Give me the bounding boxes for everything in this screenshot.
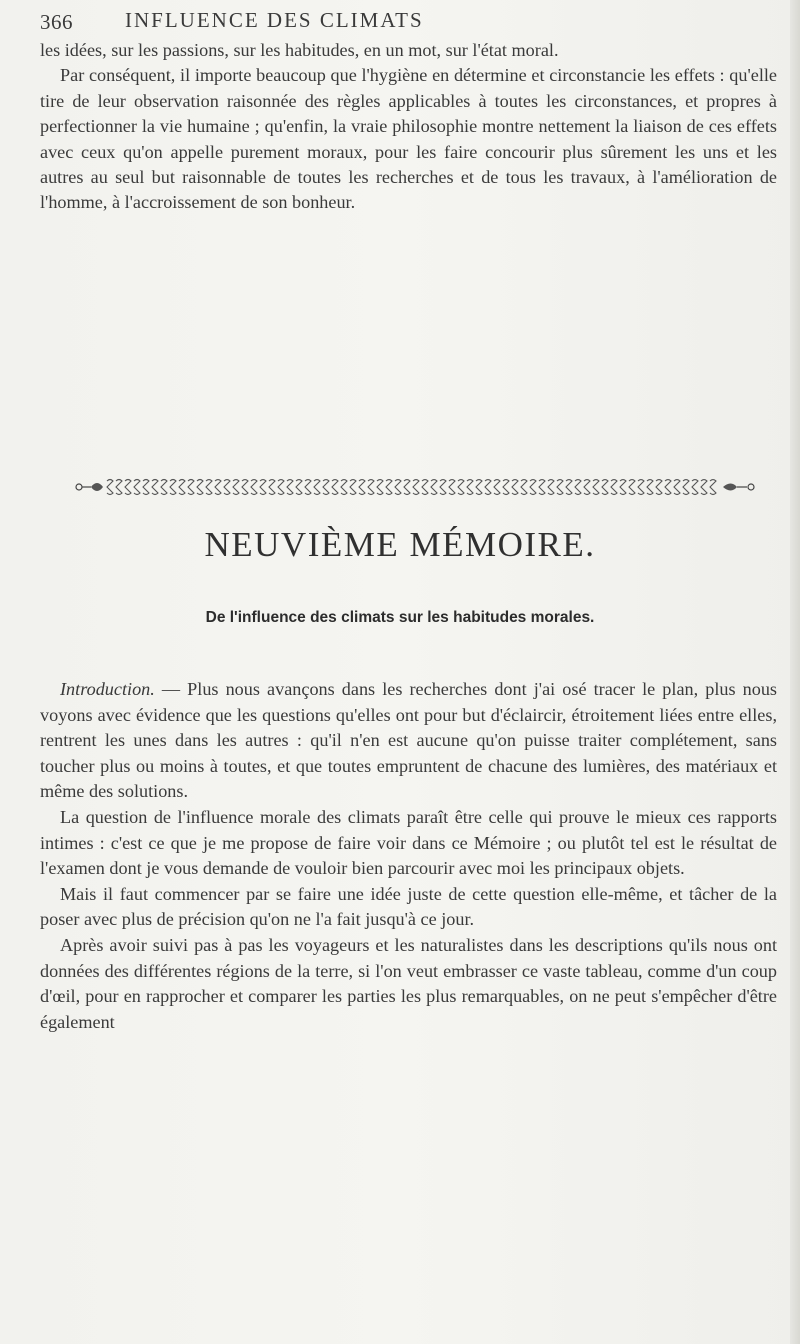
ornament-unit xyxy=(413,480,419,495)
paragraph-consequently: Par conséquent, il importe beaucoup que l'hygiène en détermine et circonstancie les effets : qu'elle tire de leur observation raisonnée des règles applicables à toutes les circonstances, et propres à perfectionner la vie humaine ; qu'enfin, la vraie philosophie montre nettement la liaison de ces effets avec ceux qu'on appelle purement moraux, pour les faire concourir plus sûrement les uns et les autres au seul but raisonnable de toutes les recherches et de tous les travaux, à l'amélioration de l'homme, à l'accroissement de son bonheur. xyxy=(40,65,777,213)
ornament-unit xyxy=(647,480,653,495)
ornament-unit xyxy=(611,480,617,495)
ornament-unit xyxy=(458,480,464,495)
introduction-label: Introduction. xyxy=(60,679,155,699)
ornament-unit xyxy=(269,480,275,495)
ornament-unit xyxy=(188,480,194,495)
page-edge xyxy=(790,0,800,1344)
ornament-unit xyxy=(377,480,383,495)
ornament-unit xyxy=(116,480,122,495)
ornament-unit xyxy=(575,480,581,495)
ornament-unit xyxy=(701,480,707,495)
ornament-unit xyxy=(224,480,230,495)
ornament-unit xyxy=(530,480,536,495)
ornament-unit xyxy=(170,480,176,495)
ornament-unit xyxy=(602,480,608,495)
ornament-unit xyxy=(683,480,689,495)
ornament-unit xyxy=(521,480,527,495)
ornament-unit xyxy=(395,480,401,495)
ornament-unit xyxy=(656,480,662,495)
ornament-unit xyxy=(422,480,428,495)
ornament-unit xyxy=(242,480,248,495)
ornament-unit xyxy=(296,480,302,495)
ornament-unit xyxy=(665,480,671,495)
ornament-rule-icon xyxy=(75,474,755,500)
chapter-subtitle: De l'influence des climats sur les habitudes morales. xyxy=(205,609,595,626)
ornament-unit xyxy=(161,480,167,495)
ornament-unit xyxy=(125,480,131,495)
ornament-unit xyxy=(260,480,266,495)
ornament-unit xyxy=(404,480,410,495)
ornament-unit xyxy=(485,480,491,495)
paragraph-introduction xyxy=(40,677,777,805)
running-head: INFLUENCE DES CLIMATS xyxy=(125,8,424,32)
ornament-unit xyxy=(197,480,203,495)
ornament-unit xyxy=(359,480,365,495)
page-number: 366 xyxy=(40,10,73,34)
ornament-unit xyxy=(350,480,356,495)
ornament-unit xyxy=(368,480,374,495)
ornament-unit xyxy=(179,480,185,495)
continued-text xyxy=(40,38,777,216)
ornament-unit xyxy=(152,480,158,495)
ornament-unit xyxy=(143,480,149,495)
ornament-unit xyxy=(206,480,212,495)
ornament-unit xyxy=(134,480,140,495)
ornament-unit xyxy=(467,480,473,495)
ornament-unit xyxy=(539,480,545,495)
ornament-unit xyxy=(557,480,563,495)
ornament-unit xyxy=(305,480,311,495)
ornament-unit xyxy=(476,480,482,495)
ornament-unit xyxy=(674,480,680,495)
ornament-unit xyxy=(332,480,338,495)
ornament-unit xyxy=(440,480,446,495)
ornament-unit xyxy=(314,480,320,495)
ornament-unit xyxy=(692,480,698,495)
paragraph-voyageurs: Après avoir suivi pas à pas les voyageurs et les naturalistes dans les descriptions qu'ils nous ont données des différentes régions de la terre, si l'on veut embrasser ce vaste tableau, comme d'un coup d'œil, pour en rapprocher et comparer les parties les plus remarquables, on ne peut s'empêcher d'être également xyxy=(40,934,777,1032)
ornament-unit xyxy=(323,480,329,495)
ornament-unit xyxy=(233,480,239,495)
ornament-unit xyxy=(593,480,599,495)
ornament-unit xyxy=(629,480,635,495)
ornament-unit xyxy=(638,480,644,495)
chapter-title: NEUVIÈME MÉMOIRE. xyxy=(204,525,596,564)
introduction-text xyxy=(40,677,777,1035)
ornament-unit xyxy=(287,480,293,495)
ornament-unit xyxy=(215,480,221,495)
ornament-unit xyxy=(341,480,347,495)
ornament-unit xyxy=(503,480,509,495)
ornament-unit xyxy=(566,480,572,495)
ornament-unit xyxy=(251,480,257,495)
ornament-unit xyxy=(494,480,500,495)
ornament-unit xyxy=(584,480,590,495)
introduction-text-rest: — Plus nous avançons dans les recherches dont j'ai osé tracer le plan, plus nous voyons avec évidence que les questions qu'elles ont pour but d'éclaircir, étroitement liées entre elles, rentrent les unes dans les autres : qu'il n'en est aucune qu'on puisse traiter complétement, sans toucher plus ou moins à toutes, et que toutes empruntent de chacune des lumières, des matériaux et même des solutions. xyxy=(40,679,777,802)
paragraph-influence: La question de l'influence morale des climats paraît être celle qui prouve le mieux ces rapports intimes : c'est ce que je me propose de faire voir dans ce Mémoire ; ou plutôt tel est le résultat de l'examen dont je vous demande de vouloir bien parcourir avec moi les principaux objets. xyxy=(40,806,777,879)
paragraph-commencer: Mais il faut commencer par se faire une idée juste de cette question elle-même, et tâcher de la poser avec plus de précision qu'on ne l'a fait jusqu'à ce jour. xyxy=(40,883,777,930)
ornament-unit xyxy=(449,480,455,495)
ornament-unit xyxy=(548,480,554,495)
ornament-unit xyxy=(620,480,626,495)
ornament-unit xyxy=(512,480,518,495)
paragraph-continued: les idées, sur les passions, sur les habitudes, en un mot, sur l'état moral. xyxy=(40,40,559,60)
ornament-unit xyxy=(278,480,284,495)
page-header xyxy=(40,4,780,38)
ornament-unit xyxy=(710,480,716,495)
ornament-unit xyxy=(386,480,392,495)
ornament-unit xyxy=(431,480,437,495)
ornament-unit xyxy=(107,480,113,495)
